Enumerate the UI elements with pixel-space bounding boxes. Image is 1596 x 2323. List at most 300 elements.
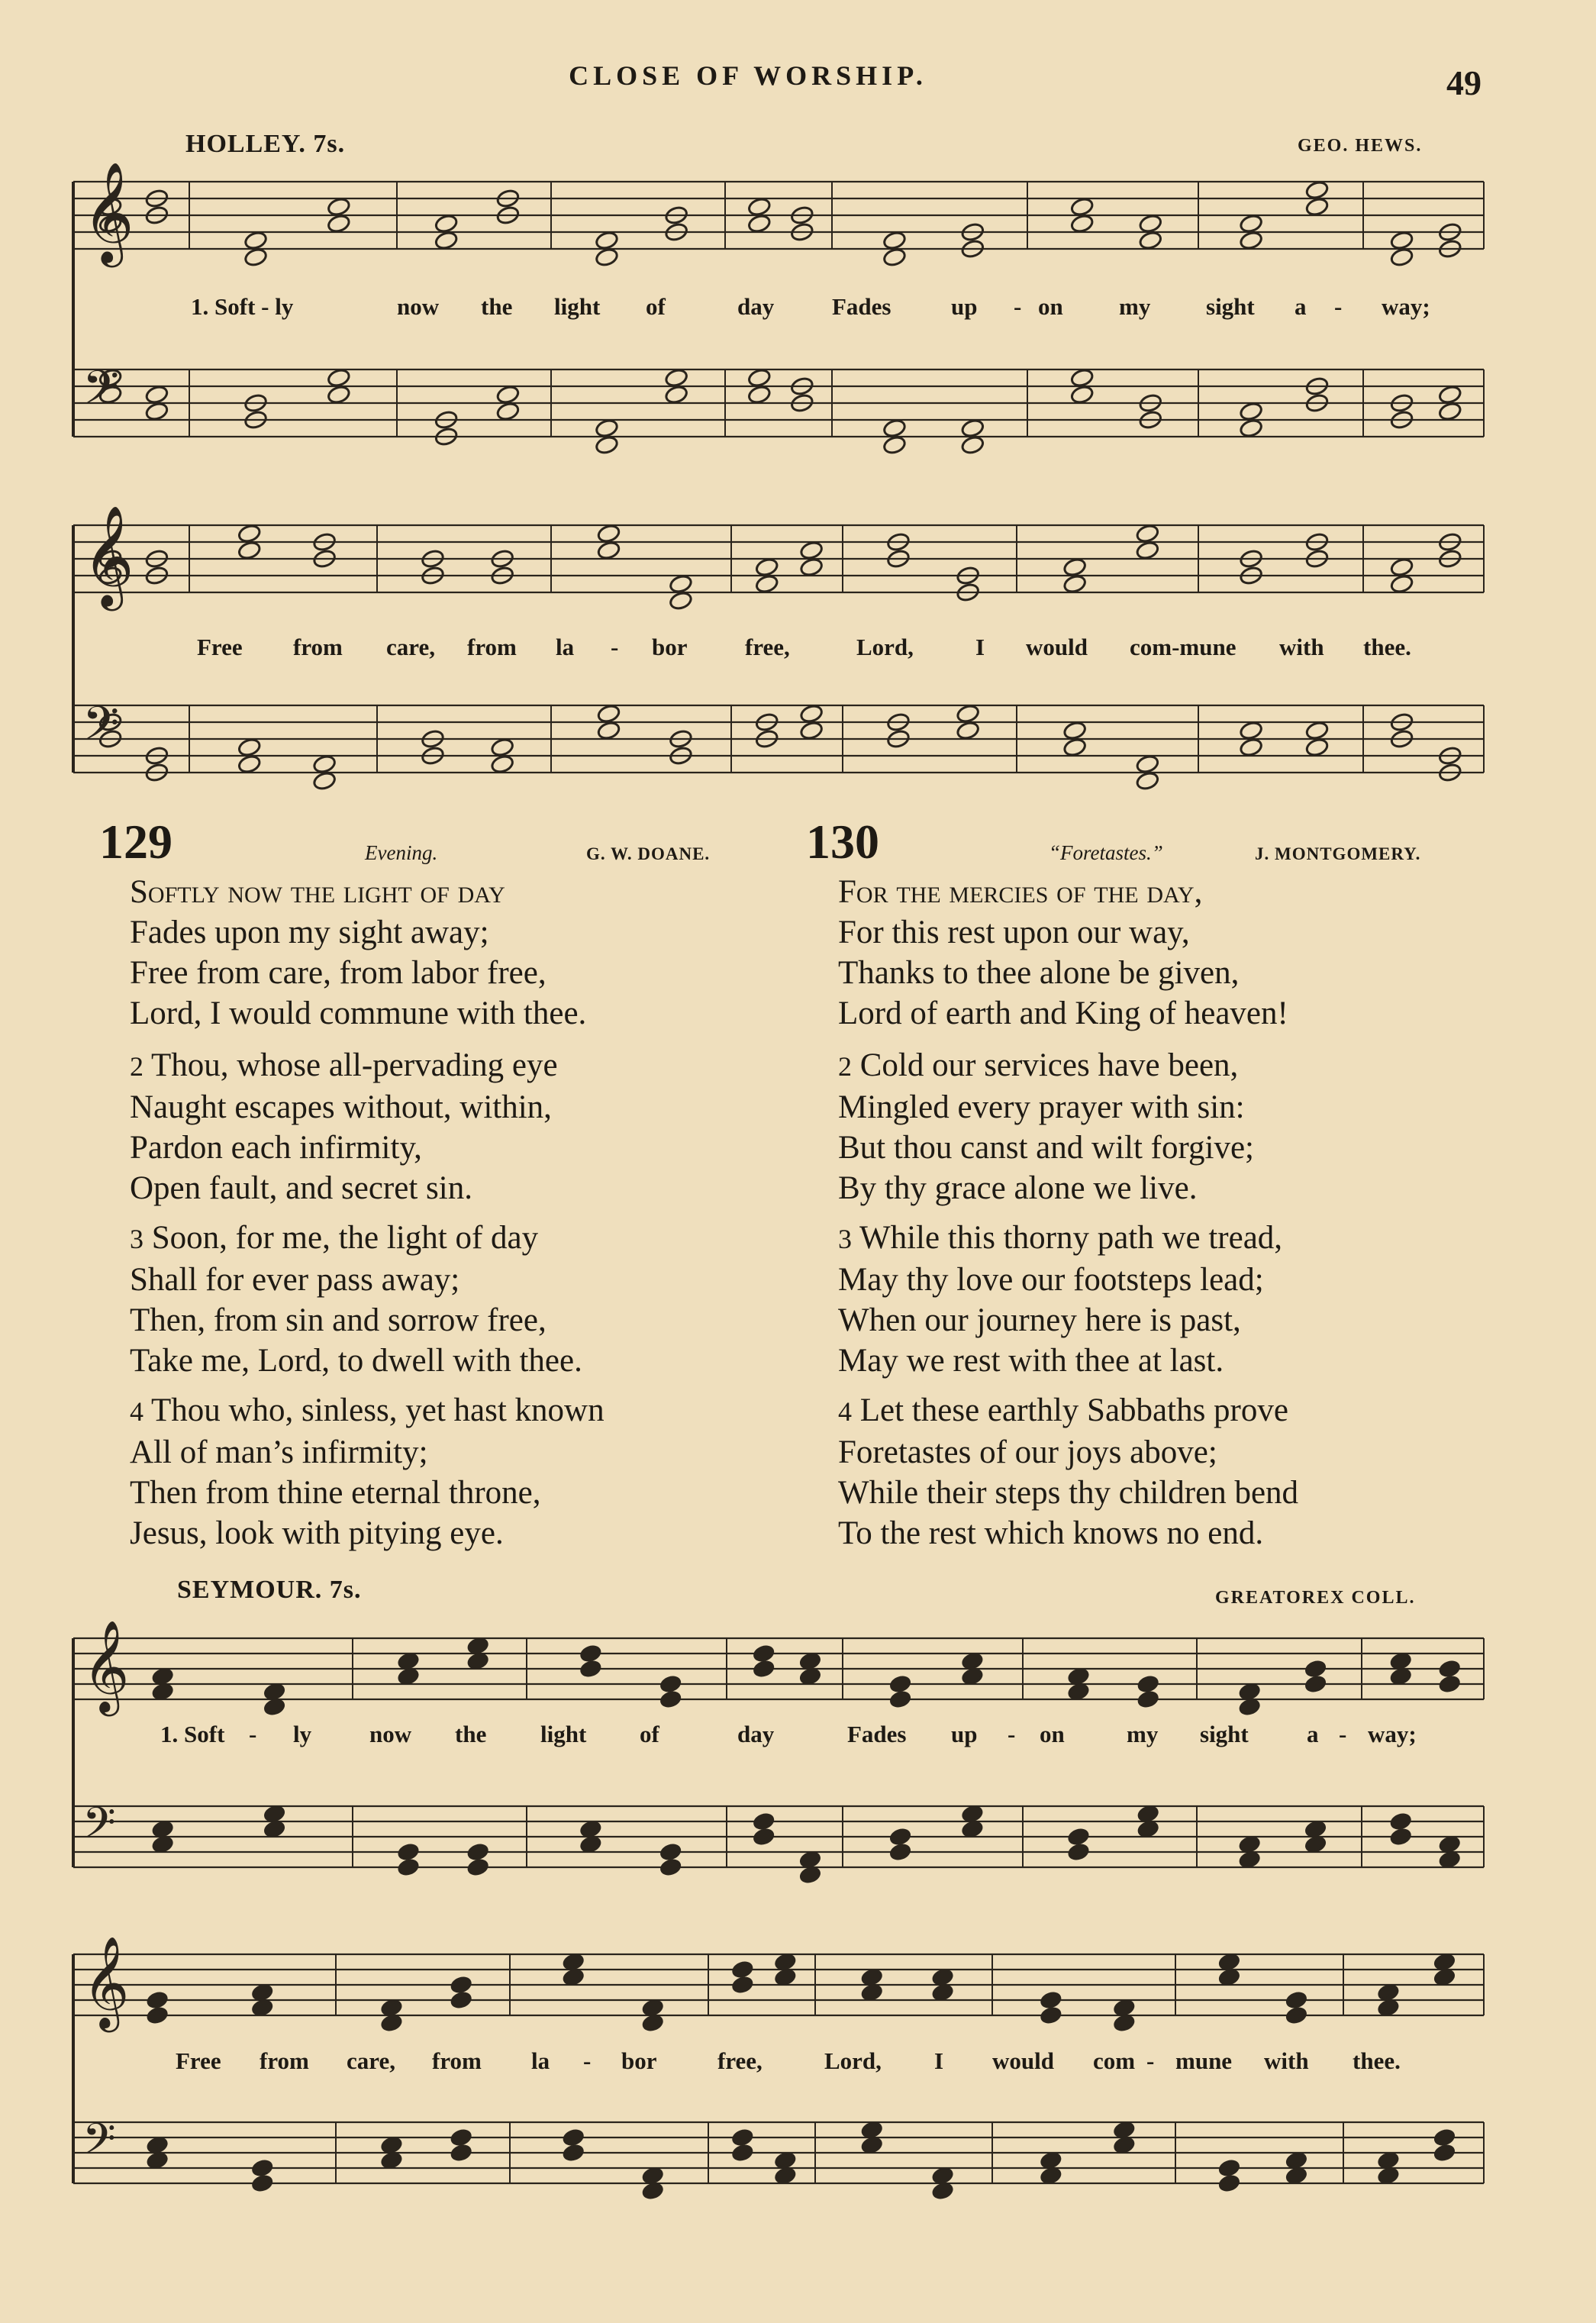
lyric-syllable: Lord, [824,2047,882,2074]
note-head [595,435,619,456]
verse-line: Fades upon my sight away; [130,915,489,950]
note-head [1439,1850,1461,1869]
note-head [799,540,824,561]
note-head [1390,557,1414,578]
verse-line: By thy grace alone we live. [838,1170,1198,1206]
note-head [237,737,262,758]
lyric-syllable: mune [1175,2047,1233,2074]
note-head [327,385,351,405]
note-head [1040,2151,1062,2170]
note-head [799,721,824,741]
note-head [434,214,459,234]
note-head [1239,214,1263,234]
lyric-syllable: la [556,634,575,660]
lyric-syllable: ly [293,1721,312,1747]
note-head [1137,1675,1159,1693]
verse-line: Take me, Lord, to dwell with thee. [130,1343,582,1379]
note-head [1135,754,1159,775]
verse-line: Lord, I would commune with thee. [130,995,587,1031]
lyric-syllable: a [1295,293,1307,320]
note-head [450,2128,472,2147]
verse-line: Lord of earth and King of heaven! [838,995,1288,1031]
note-head [1377,1983,1399,2002]
note-head [1070,385,1095,405]
note-head [1239,721,1263,741]
lyric-syllable: I [975,634,985,660]
note-head [753,1828,775,1846]
note-head [1433,1968,1456,1986]
lyric-syllable: - [1339,1721,1347,1747]
note-head [642,2167,664,2185]
note-head [747,197,772,218]
note-head [467,1652,489,1670]
note-head [380,2014,402,2032]
note-head [1138,214,1162,234]
lyric-syllable: my [1127,1721,1159,1747]
lyric-syllable: - [1146,2047,1155,2074]
hymn-129-stanza-4 [130,1390,605,1554]
note-head [1390,574,1414,595]
note-head [799,1866,821,1884]
lyric-syllable: from [432,2047,482,2074]
lyric-syllable: way; [1368,1721,1417,1747]
note-head [312,771,337,792]
verse-line: 2 Thou, whose all-pervading eye [130,1047,558,1083]
lyric-syllable: sight [1206,293,1255,320]
tune-lyrics-seymour-2 [0,2047,1596,2078]
lyric-syllable: - [1008,1721,1016,1747]
note-head [1438,385,1462,405]
lyric-syllable: of [646,293,666,320]
note-head [799,1850,821,1869]
note-head [861,1968,883,1986]
note-head [659,1858,682,1876]
note-head [595,247,619,268]
lyric-syllable: from [467,634,517,660]
lyric-syllable: com [1093,2047,1136,2074]
lyric-syllable: my [1119,293,1151,320]
note-head [753,1812,775,1831]
note-head [1135,540,1159,561]
note-head [1239,418,1263,439]
verse-line: Then from thine eternal throne, [130,1475,541,1511]
verse-line: Pardon each infirmity, [130,1130,422,1166]
note-head [1218,2159,1240,2177]
note-head [961,1820,983,1838]
note-head [956,721,980,741]
verse-line: May we rest with thee at last. [838,1343,1224,1379]
lyric-syllable: la [531,2047,550,2074]
note-head [1377,1999,1399,2017]
note-head [1439,1835,1461,1854]
note-head [467,1637,489,1655]
note-head [1390,1828,1412,1846]
note-head [1040,2167,1062,2185]
note-head [882,435,907,456]
lyric-syllable: would [1026,634,1088,660]
note-head [1390,1667,1412,1686]
verse-line: All of man’s infirmity; [130,1434,428,1470]
note-head [664,385,688,405]
page-number: 49 [1446,63,1482,102]
note-head [1137,1805,1159,1823]
note-head [1218,1953,1240,1971]
note-head [251,2159,273,2177]
note-head [669,591,693,611]
note-head [450,1976,472,1994]
note-head [251,1999,273,2017]
bass-clef-icon: 𝄢 [82,360,120,427]
note-head [312,754,337,775]
verse-line: Shall for ever pass away; [130,1262,460,1298]
note-head [1438,402,1462,422]
note-head [1305,180,1330,201]
hymn-130-stanza-3 [838,1218,1282,1381]
lyric-syllable: now [369,1721,412,1747]
note-head [1137,1690,1159,1708]
note-head [1285,2167,1307,2185]
lyric-syllable: of [640,1721,659,1747]
lyric-syllable: day [737,293,775,320]
note-head [961,1652,983,1670]
note-head [1390,231,1414,251]
note-head [1218,2174,1240,2192]
note-head [595,418,619,439]
note-head [1040,2006,1062,2025]
bass-clef-icon: 𝄢 [82,1799,116,1859]
verse-line: May thy love our footsteps lead; [838,1262,1264,1298]
note-head [1285,1991,1307,2009]
note-head [659,1675,682,1693]
lyric-syllable: - [1334,293,1343,320]
note-head [597,524,621,544]
tune-name-holley: HOLLEY. 7s. [185,130,346,158]
note-head [747,385,772,405]
lyric-syllable: Lord, [856,634,914,660]
verse-line: 3 While this thorny path we tread, [838,1220,1283,1256]
note-head [659,1690,682,1708]
lyric-syllable: a [1307,1721,1319,1747]
verse-line: When our journey here is past, [838,1302,1241,1338]
lyric-syllable: 1. Soft - ly [191,293,294,320]
note-head [747,214,772,234]
hymn-130-stanza-2 [838,1045,1254,1208]
note-head [932,2167,954,2185]
hymn-129-stanza-3 [130,1218,582,1381]
lyric-syllable: - [1014,293,1022,320]
lyric-syllable: care, [386,634,435,660]
note-head [960,418,985,439]
note-head [1433,2144,1456,2162]
note-head [563,2144,585,2162]
note-head [1239,231,1263,251]
note-head [1239,1698,1261,1716]
note-head [1239,737,1263,758]
lyric-syllable: would [992,2047,1054,2074]
verse-line: But thou canst and wilt forgive; [838,1130,1254,1166]
note-head [799,704,824,724]
note-head [1113,2136,1135,2154]
lyric-syllable: 1. Soft [160,1721,225,1747]
note-head [774,2151,796,2170]
note-head [251,1983,273,2002]
note-head [1113,1999,1135,2017]
lyric-syllable: thee. [1363,634,1411,660]
note-head [731,1976,753,1994]
lyric-syllable: sight [1200,1721,1249,1747]
note-head [1135,771,1159,792]
note-head [490,737,514,758]
note-head [237,540,262,561]
note-head [960,435,985,456]
note-head [961,1667,983,1686]
verse-line: Naught escapes without, within, [130,1089,552,1125]
note-head [1062,574,1087,595]
note-head [1377,2151,1399,2170]
tune-lyrics-holley-2 [0,634,1596,664]
note-head [1433,2128,1456,2147]
hymn-number-130: 130 [806,815,879,869]
lyric-syllable: bor [621,2047,657,2074]
note-head [450,2144,472,2162]
note-head [861,2136,883,2154]
lyric-syllable: from [293,634,343,660]
note-head [1067,1667,1089,1686]
verse-line: 2 Cold our services have been, [838,1047,1239,1083]
verse-line: To the rest which knows no end. [838,1515,1264,1551]
note-head [243,247,268,268]
note-head [1040,1991,1062,2009]
note-head [1239,402,1263,422]
note-head [495,385,520,405]
note-head [243,231,268,251]
note-head [1304,1660,1327,1678]
tune-lyrics-seymour-1 [0,1721,1596,1751]
tune-composer-holley: GEO. HEWS. [1298,136,1423,156]
note-head [1433,1953,1456,1971]
note-head [380,2136,402,2154]
note-head [1439,1675,1461,1693]
note-head [597,721,621,741]
lyric-syllable: light [554,293,601,320]
note-head [956,704,980,724]
verse-line: Free from care, from labor free, [130,955,547,991]
note-head [1113,2014,1135,2032]
lyric-syllable: free, [745,634,790,660]
lyric-syllable: bor [652,634,688,660]
bass-clef-icon: 𝄢 [82,696,120,763]
note-head [251,2174,273,2192]
verse-line: For the mercies of the day, [838,874,1203,910]
tune-lyrics-holley-1 [0,293,1596,324]
note-head [563,2128,585,2147]
hymn-title-130: “Foretastes.” [1049,841,1163,864]
note-head [1113,2121,1135,2139]
note-head [1062,721,1087,741]
note-head [1439,1660,1461,1678]
hymn-129-stanza-2 [130,1045,558,1208]
note-head [152,1667,174,1686]
note-head [961,1805,983,1823]
tune-name-seymour: SEYMOUR. 7s. [177,1576,362,1604]
note-head [889,1828,911,1846]
lyric-syllable: Free [176,2047,221,2074]
treble-clef-icon: 𝄞 [82,161,134,263]
note-head [263,1683,285,1701]
note-head [152,1820,174,1838]
note-head [889,1675,911,1693]
verse-line: For this rest upon our way, [838,915,1190,950]
lyric-syllable: up [951,293,978,320]
verse-line: 3 Soon, for me, the light of day [130,1220,539,1256]
treble-clef-icon: 𝄞 [82,505,134,607]
note-head [144,385,169,405]
lyric-syllable: on [1040,1721,1065,1747]
note-head [1304,1820,1327,1838]
note-head [1304,1675,1327,1693]
note-head [397,1667,419,1686]
note-head [861,2121,883,2139]
note-head [799,1667,821,1686]
note-head [1067,1843,1089,1861]
note-head [642,1999,664,2017]
note-head [495,402,520,422]
note-head [397,1843,419,1861]
treble-clef-icon: 𝄞 [82,1619,130,1712]
note-head [1062,557,1087,578]
note-head [664,368,688,389]
lyric-syllable: light [540,1721,587,1747]
note-head [1070,197,1095,218]
note-head [882,247,907,268]
note-head [1239,1835,1261,1854]
note-head [889,1690,911,1708]
note-head [731,2128,753,2147]
note-head [882,231,907,251]
note-head [1062,737,1087,758]
note-head [434,231,459,251]
hymn-130-stanza-4 [838,1390,1298,1554]
note-head [932,2182,954,2200]
lyric-syllable: up [951,1721,978,1747]
note-head [1390,1812,1412,1831]
verse-line: 4 Thou who, sinless, yet hast known [130,1392,605,1428]
note-head [1390,1652,1412,1670]
hymn-title-129: Evening. [365,841,438,864]
lyric-syllable: the [455,1721,487,1747]
note-head [1305,721,1330,741]
note-head [147,2136,169,2154]
note-head [579,1644,601,1663]
note-head [397,1858,419,1876]
note-head [1067,1828,1089,1846]
verse-line: Mingled every prayer with sin: [838,1089,1245,1125]
note-head [1285,2006,1307,2025]
note-head [731,1960,753,1979]
note-head [597,540,621,561]
note-head [861,1983,883,2002]
note-head [595,231,619,251]
note-head [237,524,262,544]
note-head [889,1843,911,1861]
note-head [563,1953,585,1971]
note-head [1138,231,1162,251]
note-head [755,574,779,595]
note-head [579,1835,601,1854]
note-head [1137,1820,1159,1838]
note-head [563,1968,585,1986]
note-head [152,1835,174,1854]
note-head [380,2151,402,2170]
verse-line: While their steps thy children bend [838,1475,1299,1511]
lyric-syllable: with [1279,634,1324,660]
hymn-author-130: J. MONTGOMERY. [1255,844,1421,863]
note-head [774,2167,796,2185]
lyric-syllable: way; [1382,293,1430,320]
note-head [774,1968,796,1986]
verse-line: Open fault, and secret sin. [130,1170,472,1206]
note-head [1239,1683,1261,1701]
note-head [1390,247,1414,268]
note-head [1285,2151,1307,2170]
running-head: CLOSE OF WORSHIP. [569,60,927,91]
lyric-syllable: - [611,634,619,660]
lyric-syllable: from [260,2047,309,2074]
verse-line: Foretastes of our joys above; [838,1434,1217,1470]
verse-line: Softly now the light of day [130,874,505,910]
note-head [380,1999,402,2017]
note-head [1239,1850,1261,1869]
note-head [932,1968,954,1986]
note-head [1070,368,1095,389]
note-head [659,1843,682,1861]
note-head [490,754,514,775]
note-head [882,418,907,439]
tune-composer-seymour: GREATOREX COLL. [1215,1588,1416,1608]
note-head [263,1698,285,1716]
note-head [753,1660,775,1678]
lyric-syllable: free, [717,2047,763,2074]
note-head [1070,214,1095,234]
note-head [597,704,621,724]
treble-clef-icon: 𝄞 [82,1935,130,2028]
note-head [1304,1835,1327,1854]
lyric-syllable: on [1038,293,1063,320]
lyric-syllable: - [583,2047,592,2074]
note-head [147,2151,169,2170]
verse-line: Then, from sin and sorrow free, [130,1302,547,1338]
lyric-syllable: day [737,1721,775,1747]
verse-line: Jesus, look with pitying eye. [130,1515,504,1551]
lyric-syllable: the [481,293,513,320]
hymn-number-129: 129 [99,815,172,869]
lyric-syllable: - [249,1721,257,1747]
note-head [731,2144,753,2162]
verse-line: 4 Let these earthly Sabbaths prove [838,1392,1288,1428]
note-head [579,1660,601,1678]
note-head [755,557,779,578]
note-head [1135,524,1159,544]
bass-clef-icon: 𝄢 [82,2115,116,2175]
note-head [774,1953,796,1971]
lyric-syllable: thee. [1353,2047,1401,2074]
note-head [467,1858,489,1876]
note-head [799,1652,821,1670]
note-head [152,1683,174,1701]
note-head [753,1644,775,1663]
hymn-author-129: G. W. DOANE. [586,844,711,863]
hymn-130-stanza-1 [838,872,1288,1034]
